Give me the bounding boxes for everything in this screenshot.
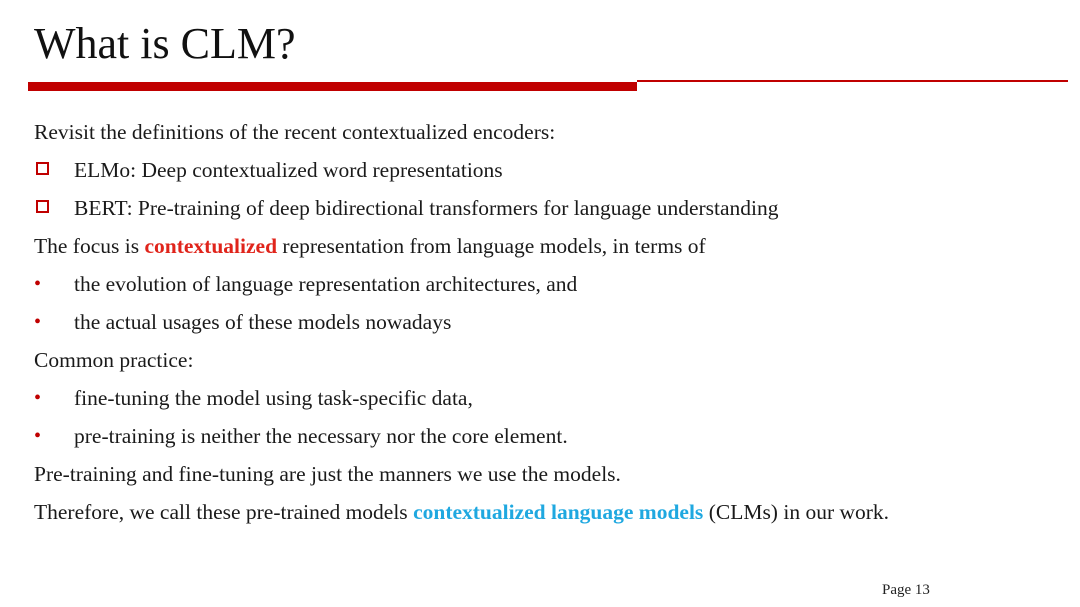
- encoder-label: ELMo: Deep contextualized word representations: [74, 158, 503, 182]
- conclusion-line: [34, 493, 1064, 531]
- encoder-item-bert: [34, 189, 1064, 227]
- focus-point-label: the actual usages of these models nowadays: [74, 310, 452, 334]
- practice-point-label: fine-tuning the model using task-specific data,: [74, 386, 473, 410]
- title-underline-thin: [637, 80, 1068, 82]
- intro-line: Revisit the definitions of the recent contextualized encoders:: [34, 120, 556, 144]
- slide-content: [34, 113, 1064, 531]
- focus-point-item: [34, 265, 1064, 303]
- focus-line: [34, 227, 1064, 265]
- focus-point-label: the evolution of language representation architectures, and: [74, 272, 578, 296]
- focus-highlight: contextualized: [144, 234, 278, 258]
- encoder-item-elmo: [34, 151, 1064, 189]
- bullet-dot-icon: •: [34, 387, 42, 409]
- conclusion-highlight: contextualized language models: [413, 500, 704, 524]
- title-underline-thick: [28, 82, 637, 91]
- bullet-dot-icon: •: [34, 273, 42, 295]
- conclusion-text-after: (CLMs) in our work.: [703, 500, 890, 524]
- encoder-label: BERT: Pre-training of deep bidirectional transformers for language understanding: [74, 196, 779, 220]
- square-bullet-icon: [36, 162, 49, 175]
- practice-point-item: [34, 417, 1064, 455]
- practice-heading: Common practice:: [34, 348, 194, 372]
- conclusion-text-before: Therefore, we call these pre-trained models: [34, 500, 414, 524]
- square-bullet-icon: [36, 200, 49, 213]
- manners-line: Pre-training and fine-tuning are just the manners we use the models.: [34, 462, 621, 486]
- focus-text-before: The focus is: [34, 234, 145, 258]
- page-number: Page 13: [882, 582, 930, 598]
- practice-point-label: pre-training is neither the necessary nor the core element.: [74, 424, 568, 448]
- bullet-dot-icon: •: [34, 425, 42, 447]
- bullet-dot-icon: •: [34, 311, 42, 333]
- focus-point-item: [34, 303, 1064, 341]
- slide-title: What is CLM?: [34, 19, 296, 68]
- focus-text-after: representation from language models, in terms of: [277, 234, 706, 258]
- practice-point-item: [34, 379, 1064, 417]
